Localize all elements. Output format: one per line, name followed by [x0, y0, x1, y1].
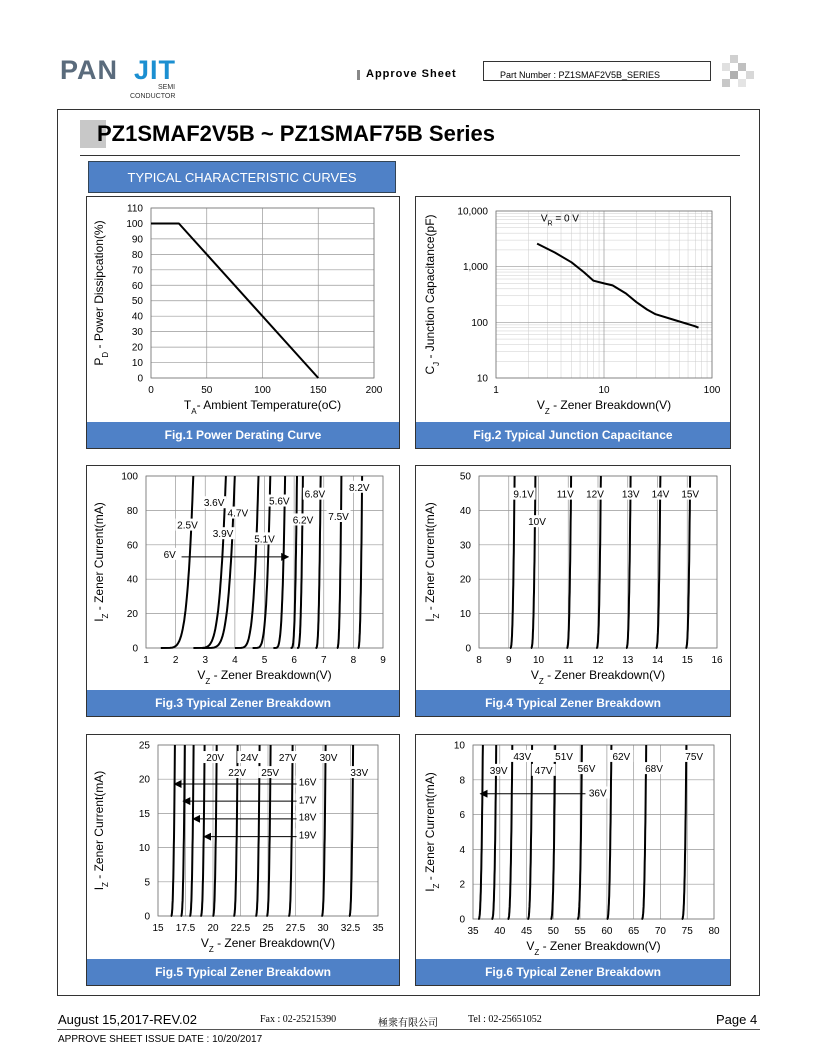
data-label: 68V — [645, 764, 663, 776]
data-label: 4.7V — [227, 508, 249, 520]
title-divider — [80, 155, 740, 156]
x-tick-label: 100 — [254, 385, 271, 396]
y-tick-label: 90 — [131, 234, 143, 246]
y-tick-label: 10 — [453, 740, 465, 752]
y-tick-label: 110 — [127, 203, 143, 215]
y-tick-label: 0 — [132, 643, 138, 655]
zener-curve — [478, 745, 483, 919]
fig2-caption: Fig.2 Typical Junction Capacitance — [416, 422, 730, 448]
x-tick-label: 20 — [207, 923, 219, 934]
y-tick-label: 25 — [138, 740, 150, 752]
y-tick-label: 8 — [459, 775, 465, 787]
fig6-panel — [415, 734, 731, 986]
x-tick-label: 2 — [172, 655, 179, 666]
x-tick-label: 16 — [711, 655, 723, 666]
data-label: 5.1V — [254, 534, 275, 546]
x-tick-label: 9 — [505, 655, 512, 666]
y-tick-label: 10,000 — [457, 206, 488, 218]
y-tick-label: 40 — [126, 574, 138, 586]
y-axis-label: $P_D$ - Power Dissipcation(%) — [92, 220, 110, 366]
zener-curve — [288, 745, 292, 916]
x-axis-label: $V_Z$ - Zener Breakdown(V) — [197, 668, 332, 686]
x-tick-label: 75 — [681, 926, 693, 937]
zener-curve — [686, 476, 691, 648]
zener-curve — [171, 745, 175, 916]
y-tick-label: 15 — [138, 808, 150, 820]
y-tick-label: 60 — [126, 540, 138, 552]
x-tick-label: 80 — [708, 926, 720, 937]
logo-pan: PAN — [60, 55, 119, 85]
y-axis-label: $I_Z$ - Zener Current(mA) — [423, 502, 441, 622]
x-tick-label: 100 — [703, 385, 721, 396]
x-axis-label: $V_Z$ - Zener Breakdown(V) — [526, 939, 661, 957]
x-tick-label: 25 — [262, 923, 274, 934]
y-tick-label: 80 — [126, 505, 138, 517]
y-tick-label: 100 — [471, 317, 488, 329]
y-tick-label: 20 — [131, 342, 143, 354]
zener-curve — [200, 745, 204, 916]
x-tick-label: 1 — [143, 655, 149, 666]
data-label: 43V — [513, 751, 532, 763]
data-label: 12V — [586, 489, 604, 501]
data-label: 16V — [298, 777, 317, 789]
zener-curve — [596, 476, 601, 648]
data-label: 22V — [228, 768, 247, 780]
section-title: TYPICAL CHARACTERISTIC CURVES — [127, 170, 357, 185]
part-number: Part Number : PZ1SMAF2V5B_SERIES — [500, 70, 661, 80]
x-tick-label: 45 — [520, 926, 533, 937]
x-tick-label: 14 — [651, 655, 664, 666]
x-tick-label: 15 — [681, 655, 693, 666]
x-tick-label: 13 — [622, 655, 634, 666]
y-tick-label: 0 — [137, 373, 143, 385]
zener-curve — [531, 476, 536, 648]
data-label: 18V — [298, 812, 317, 824]
y-tick-label: 0 — [459, 914, 465, 926]
x-tick-label: 60 — [601, 926, 613, 937]
annotation-label: $V_R = 0$ V — [540, 213, 579, 227]
data-label: 10V — [528, 517, 546, 529]
fig6-caption: Fig.6 Typical Zener Breakdown — [416, 959, 730, 985]
x-tick-label: 32.5 — [340, 923, 361, 934]
data-label: 5.6V — [269, 496, 290, 508]
series-line — [537, 244, 698, 328]
footer-issue-date: APPROVE SHEET ISSUE DATE : 10/20/2017 — [58, 1034, 263, 1045]
data-label: 30V — [319, 753, 338, 765]
zener-curve — [527, 745, 532, 919]
y-tick-label: 5 — [144, 877, 150, 889]
y-tick-label: 40 — [459, 505, 471, 517]
x-axis-label: $V_Z$ - Zener Breakdown(V) — [530, 668, 666, 686]
y-tick-label: 10 — [138, 843, 150, 855]
y-axis-label: $I_Z$ - Zener Current(mA) — [92, 770, 110, 891]
y-tick-label: 100 — [126, 218, 143, 230]
data-label: 6V — [163, 549, 176, 561]
x-tick-label: 8 — [476, 655, 482, 666]
y-tick-label: 20 — [459, 574, 471, 586]
data-label: 27V — [278, 753, 297, 765]
x-axis-label: $V_Z$ - Zener Breakdown(V) — [200, 936, 336, 954]
data-label: 62V — [612, 751, 631, 763]
data-label: 51V — [555, 751, 573, 763]
fig1-caption: Fig.1 Power Derating Curve — [87, 422, 399, 448]
x-tick-label: 12 — [592, 655, 604, 666]
decor-squares-icon — [716, 55, 756, 95]
y-tick-label: 50 — [131, 296, 143, 308]
footer-fax: Fax : 02-25215390 — [260, 1014, 337, 1025]
x-tick-label: 27.5 — [285, 923, 306, 934]
fig5-caption: Fig.5 Typical Zener Breakdown — [87, 959, 399, 985]
x-tick-label: 11 — [563, 655, 574, 666]
approve-bar-icon — [357, 70, 360, 80]
zener-curve — [656, 476, 661, 648]
fig5-panel — [86, 734, 400, 986]
y-tick-label: 10 — [476, 373, 488, 385]
fig2-chart — [416, 197, 730, 421]
x-tick-label: 9 — [380, 655, 386, 666]
x-tick-label: 55 — [574, 926, 586, 937]
x-tick-label: 50 — [201, 385, 213, 396]
zener-curve — [510, 476, 515, 648]
data-label: 39V — [489, 765, 508, 777]
page-title: PZ1SMAF2V5B ~ PZ1SMAF75B Series — [97, 121, 495, 146]
y-axis-label: $I_Z$ - Zener Current(mA) — [92, 502, 110, 622]
y-tick-label: 70 — [131, 265, 143, 277]
y-tick-label: 100 — [121, 471, 138, 483]
x-tick-label: 10 — [598, 385, 610, 396]
fig4-chart — [416, 466, 730, 688]
data-label: 11V — [556, 489, 574, 501]
data-label: 75V — [685, 751, 704, 763]
fig2-panel — [415, 196, 731, 449]
x-tick-label: 22.5 — [230, 923, 251, 934]
y-tick-label: 20 — [138, 774, 150, 786]
logo-jit: JIT — [134, 55, 177, 85]
footer-divider — [57, 1029, 760, 1030]
x-tick-label: 30 — [317, 923, 329, 934]
fig4-panel — [415, 465, 731, 717]
data-label: 25V — [261, 768, 280, 780]
fig6-chart — [416, 735, 730, 957]
zener-curve — [567, 476, 572, 648]
x-tick-label: 8 — [350, 655, 357, 666]
data-label: 3.6V — [203, 498, 225, 510]
y-tick-label: 50 — [459, 471, 471, 483]
x-axis-label: $T_A-$ Ambient Temperature(oC) — [183, 398, 342, 416]
data-label: 36V — [588, 788, 607, 800]
y-tick-label: 40 — [131, 311, 143, 323]
y-tick-label: 6 — [459, 810, 465, 822]
data-label: 15V — [681, 489, 700, 501]
y-tick-label: 30 — [459, 540, 471, 552]
x-tick-label: 3 — [202, 655, 209, 666]
zener-curve — [235, 476, 259, 648]
logo-sub1: SEMI — [158, 84, 176, 91]
x-axis-label: $V_Z$ - Zener Breakdown(V) — [536, 398, 672, 416]
fig3-panel — [86, 465, 400, 717]
zener-curve — [682, 745, 687, 919]
zener-curve — [297, 476, 303, 648]
y-axis-label: $C_J$ - Junction Capacitance(pF) — [423, 214, 441, 375]
y-tick-label: 0 — [144, 911, 150, 923]
fig3-caption: Fig.3 Typical Zener Breakdown — [87, 690, 399, 716]
data-label: 13V — [621, 489, 640, 501]
y-tick-label: 30 — [131, 327, 143, 339]
x-tick-label: 35 — [467, 926, 479, 937]
y-tick-label: 20 — [126, 609, 138, 621]
zener-curve — [316, 476, 321, 648]
fig1-panel — [86, 196, 400, 449]
x-tick-label: 7 — [320, 655, 327, 666]
data-label: 3.9V — [212, 529, 234, 541]
y-tick-label: 10 — [131, 358, 143, 370]
x-tick-label: 1 — [493, 385, 499, 396]
footer-date-rev: August 15,2017-REV.02 — [58, 1012, 198, 1027]
x-tick-label: 15 — [152, 923, 164, 934]
footer-page: Page 4 — [716, 1012, 758, 1027]
data-label: 8.2V — [349, 482, 370, 494]
y-tick-label: 60 — [131, 280, 143, 292]
x-tick-label: 0 — [148, 385, 154, 396]
x-tick-label: 10 — [532, 655, 545, 666]
footer-company: 極衆有限公司 — [378, 1018, 438, 1029]
data-label: 24V — [240, 753, 259, 765]
data-label: 6.8V — [304, 489, 326, 501]
x-tick-label: 40 — [494, 926, 506, 937]
data-label: 14V — [651, 489, 670, 501]
fig1-chart — [87, 197, 399, 421]
x-tick-label: 17.5 — [175, 923, 196, 934]
zener-curve — [189, 745, 193, 916]
data-label: 56V — [577, 764, 596, 776]
x-tick-label: 35 — [372, 923, 384, 934]
y-tick-label: 80 — [131, 249, 143, 261]
data-label: 7.5V — [328, 512, 349, 523]
y-axis-label: $I_Z$ - Zener Current(mA) — [423, 772, 441, 892]
x-tick-label: 5 — [261, 655, 268, 666]
footer-tel: Tel : 02-25651052 — [468, 1014, 542, 1025]
data-label: 2.5V — [177, 520, 198, 532]
y-tick-label: 0 — [465, 643, 471, 655]
zener-curve — [358, 476, 362, 648]
x-tick-label: 200 — [365, 385, 383, 396]
x-tick-label: 6 — [291, 655, 297, 666]
fig4-caption: Fig.4 Typical Zener Breakdown — [416, 690, 730, 716]
y-tick-label: 10 — [459, 609, 471, 621]
zener-curve — [181, 745, 185, 916]
x-tick-label: 4 — [232, 655, 238, 666]
data-label: 9.1V — [513, 489, 534, 501]
data-label: 17V — [298, 795, 317, 807]
fig3-chart — [87, 466, 399, 688]
data-label: 20V — [206, 753, 225, 765]
data-label: 19V — [298, 830, 317, 842]
y-tick-label: 2 — [459, 879, 465, 891]
zener-curve — [607, 745, 612, 919]
data-label: 6.2V — [292, 515, 314, 527]
x-tick-label: 70 — [654, 926, 667, 937]
y-tick-label: 1,000 — [462, 262, 488, 274]
fig5-chart — [87, 735, 399, 957]
approve-sheet-label: Approve Sheet — [366, 68, 457, 80]
x-tick-label: 150 — [309, 385, 327, 396]
x-tick-label: 50 — [547, 926, 559, 937]
zener-curve — [626, 476, 631, 648]
zener-curve — [337, 476, 342, 648]
x-tick-label: 65 — [628, 926, 640, 937]
logo-sub2: CONDUCTOR — [130, 93, 176, 100]
zener-curve — [321, 745, 325, 916]
data-label: 33V — [350, 768, 369, 780]
data-label: 47V — [534, 765, 553, 777]
zener-curve — [161, 476, 194, 648]
y-tick-label: 4 — [459, 844, 465, 856]
